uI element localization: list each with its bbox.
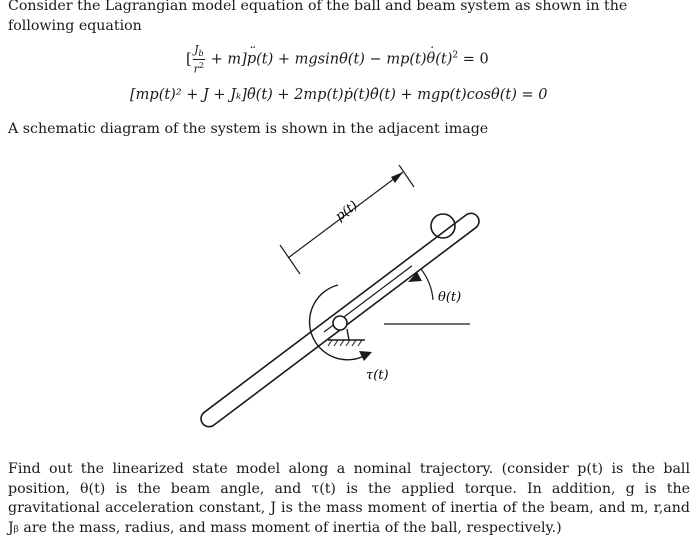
- ground-support: [328, 329, 365, 346]
- question-paragraph: Find out the linearized state model along a nominal trajectory. (consider p(t) is the ball position, θ(t) is the beam angle, and τ(t) is the applied torque. In addition, g is the gravitational acceleration constant, J is the mass moment of inertia of the beam, and m, r,and Jᵦ are the mass, radius, and mass moment of inertia of the ball, respectively.): [8, 461, 690, 536]
- pivot-circle: [333, 316, 347, 330]
- label-p: p(t): [332, 198, 361, 225]
- ball-and-beam-diagram: [170, 165, 520, 445]
- fraction-jb-over-r2: $\frac{J_b}{r^2}$: [193, 43, 205, 76]
- intro-paragraph: Consider the Lagrangian model equation of the ball and beam system as shown in the following equation: [8, 0, 628, 34]
- equation-1: [ $\frac{J_b}{r^2}$ + m]¨ p(t) + mgsinθ(t) − mp(t)˙ $\theta(t)^2 = 0$: [186, 44, 489, 75]
- schematic-note: A schematic diagram of the system is shown in the adjacent image: [8, 121, 489, 137]
- equation-2: [mp(t)² + J + Jₖ]θ̈(t) + 2mp(t)ṗ(t)θ̇(t) + mgp(t)cosθ(t) = 0: [130, 87, 548, 103]
- label-tau: τ(t): [366, 368, 389, 383]
- label-theta: θ(t): [438, 290, 462, 305]
